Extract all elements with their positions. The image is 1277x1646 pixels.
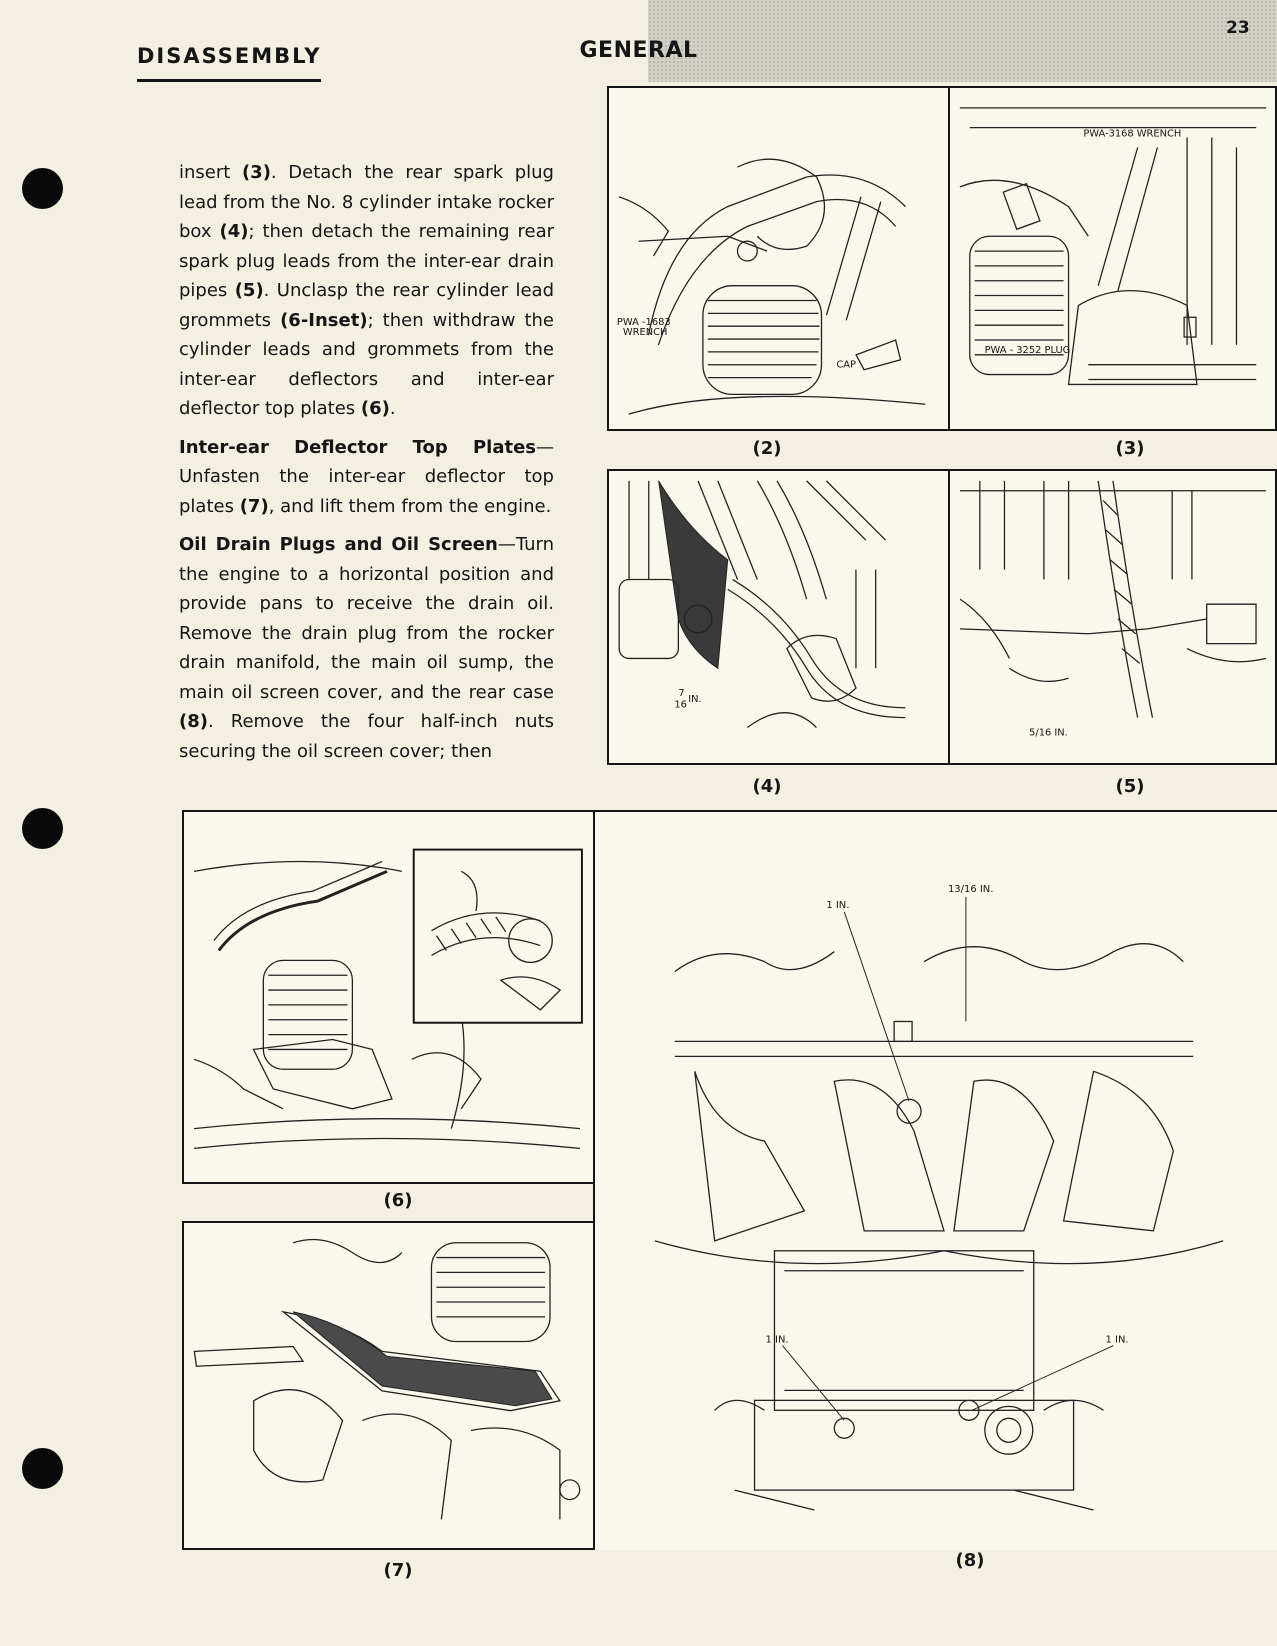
- binder-hole: [22, 168, 63, 209]
- size-label: 5/16 IN.: [1029, 727, 1068, 739]
- figure-2-caption: (2): [752, 438, 782, 459]
- figure-4-illustration: [607, 469, 950, 765]
- figure-ref: (6): [360, 398, 390, 419]
- tool-label: WRENCH: [622, 327, 668, 339]
- engine-drawing: [950, 471, 1275, 763]
- paragraph-top-plates: [179, 433, 554, 522]
- figure-5-caption: (5): [1115, 776, 1145, 797]
- run-in-heading: Oil Drain Plugs and Oil Screen: [179, 534, 498, 555]
- text-run: —Unfasten the inter-ear deflector top plates: [179, 436, 554, 517]
- text-run: insert: [179, 162, 242, 183]
- part-label: CAP: [836, 359, 856, 371]
- engine-drawing: [595, 812, 1277, 1550]
- tool-label: PWA - 3252 PLUG: [984, 344, 1071, 356]
- figure-8-caption: (8): [955, 1550, 985, 1571]
- text-run: . Remove the four half-inch nuts securing the oil screen cover; then: [179, 711, 554, 762]
- paragraph-oil-drain: [179, 530, 554, 766]
- text-run: ; then detach the remaining rear spark plug leads from the inter-ear drain pipes: [179, 221, 555, 301]
- size-label: 1 IN.: [765, 1334, 789, 1346]
- figure-3-caption: (3): [1115, 438, 1145, 459]
- figure-ref: (6-Inset): [280, 309, 368, 331]
- body-text-column: [179, 158, 554, 775]
- text-run: . Unclasp the rear cylinder lead grommets: [179, 280, 554, 331]
- inset-frame: [414, 850, 582, 1023]
- size-label: 1 IN.: [1105, 1334, 1129, 1346]
- figure-3-illustration: [948, 86, 1277, 431]
- engine-drawing: [609, 471, 948, 763]
- figure-2-illustration: [607, 86, 950, 431]
- figure-ref: (7): [239, 495, 269, 517]
- section-title: GENERAL: [579, 38, 698, 63]
- figure-7-illustration: [182, 1221, 595, 1550]
- chapter-heading: DISASSEMBLY: [137, 38, 321, 82]
- size-label: 13/16 IN.: [947, 883, 994, 895]
- figure-8-illustration: [593, 810, 1277, 1550]
- engine-drawing: [950, 88, 1275, 429]
- figure-6-caption: (6): [383, 1190, 413, 1211]
- engine-drawing: [184, 1223, 593, 1548]
- text-run: —Turn the engine to a horizontal position and provide pans to receive the drain oil. Remove the drain plug from the rocker drain manifold, the main oil sump, the main oil screen cover, and the rear case: [179, 534, 554, 703]
- text-run: , and lift them from the engine.: [268, 495, 552, 517]
- figure-ref: (5): [234, 280, 264, 301]
- figure-ref: (4): [219, 221, 249, 242]
- figure-4-caption: (4): [752, 776, 782, 797]
- figure-ref: (3): [241, 162, 271, 183]
- tool-label: PWA-3168 WRENCH: [1083, 128, 1182, 140]
- text-run: . Detach the rear spark plug lead from the No. 8 cylinder intake rocker box: [179, 162, 554, 242]
- tool-label: PWA -1683: [616, 317, 671, 329]
- figure-7-caption: (7): [383, 1560, 413, 1581]
- figure-ref: (8): [179, 711, 208, 732]
- figure-6-illustration: [182, 810, 595, 1184]
- paragraph-cylinder-leads: [179, 158, 554, 424]
- figure-5-illustration: [948, 469, 1277, 765]
- engine-drawing: [184, 812, 593, 1182]
- size-unit: IN.: [688, 693, 702, 705]
- text-run: .: [389, 398, 396, 419]
- size-label: 1 IN.: [826, 899, 850, 911]
- binder-hole: [22, 808, 63, 849]
- size-denominator: 16: [674, 699, 687, 711]
- text-run: ; then withdraw the cylinder leads and grommets from the inter-ear deflectors and inter-ear deflector top plates: [179, 309, 554, 419]
- binder-hole: [22, 1448, 63, 1489]
- size-numerator: 7: [678, 687, 685, 699]
- engine-drawing: [609, 88, 948, 429]
- run-in-heading: Inter-ear Deflector Top Plates: [179, 436, 536, 458]
- page-number: 23: [1226, 18, 1250, 38]
